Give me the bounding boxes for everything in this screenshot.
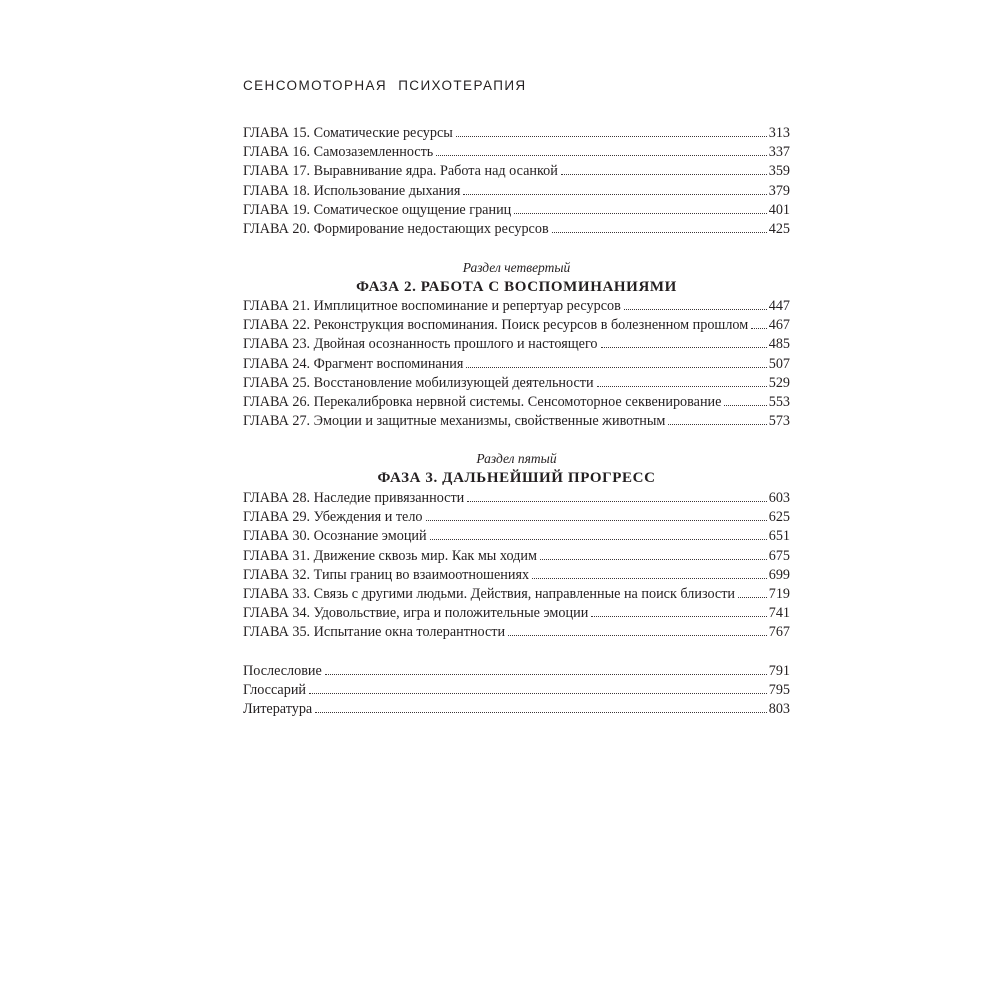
toc-entry-page-number: 401 [768, 201, 790, 218]
toc-entry [243, 681, 790, 700]
toc-block-back-matter [243, 662, 790, 720]
toc-entry [243, 585, 790, 604]
dot-leader [456, 136, 767, 137]
toc-entry-page-number: 467 [768, 317, 790, 334]
toc-entry-title: ГЛАВА 15. Соматические ресурсы [243, 125, 453, 141]
dot-leader [738, 597, 767, 598]
dot-leader [309, 693, 767, 694]
toc-entry [243, 201, 790, 220]
toc-entry-title: ГЛАВА 30. Осознание эмоций [243, 528, 427, 545]
toc-entry [243, 527, 790, 546]
dot-leader [514, 213, 766, 214]
dot-leader [325, 674, 767, 675]
toc-entry-page-number: 425 [768, 220, 790, 237]
toc-entry-title: ГЛАВА 32. Типы границ во взаимоотношениях [243, 566, 530, 583]
toc-entry-page-number: 791 [768, 663, 790, 679]
toc-entry-title: ГЛАВА 35. Испытание окна толерантности [243, 624, 506, 641]
dot-leader [751, 328, 766, 329]
toc-block-part5 [243, 489, 790, 643]
dot-leader [463, 194, 766, 195]
toc-entry-page-number: 553 [768, 393, 790, 410]
toc-entry-page-number: 767 [768, 624, 790, 641]
toc-entry-page-number: 313 [768, 125, 790, 141]
dot-leader [466, 367, 766, 368]
section-heading-5 [243, 450, 790, 488]
toc-entry-page-number: 379 [768, 182, 790, 199]
toc-entry-title: Глоссарий [243, 682, 307, 699]
toc-entry [243, 355, 790, 374]
toc-entry-page-number: 507 [768, 355, 790, 372]
toc-entry [243, 374, 790, 393]
toc-entry-page-number: 447 [768, 298, 790, 314]
toc-entry-title: ГЛАВА 21. Имплицитное воспоминание и репертуар ресурсов [243, 298, 621, 314]
dot-leader [436, 155, 766, 156]
toc-entry [243, 124, 790, 143]
toc-entry-title: ГЛАВА 29. Убеждения и тело [243, 509, 423, 526]
toc-entry [243, 220, 790, 239]
dot-leader [430, 539, 767, 540]
toc-entry-title: ГЛАВА 33. Связь с другими людьми. Действия, направленные на поиск близости [243, 585, 736, 602]
toc-entry-page-number: 651 [768, 528, 790, 545]
toc-entry [243, 489, 790, 508]
toc-entry [243, 393, 790, 412]
toc-entry-title: ГЛАВА 25. Восстановление мобилизующей деятельности [243, 374, 594, 391]
section-title: ФАЗА 2. РАБОТА С ВОСПОМИНАНИЯМИ [356, 279, 677, 295]
section-label: Раздел четвертый [462, 260, 571, 275]
dot-leader [552, 232, 767, 233]
toc-entry-page-number: 359 [768, 163, 790, 180]
toc-block-part3 [243, 124, 790, 239]
toc-entry-page-number: 603 [768, 490, 790, 506]
toc-entry [243, 143, 790, 162]
toc-entry [243, 182, 790, 201]
dot-leader [508, 635, 767, 636]
toc-entry-page-number: 529 [768, 374, 790, 391]
toc-entry [243, 662, 790, 681]
toc-entry [243, 297, 790, 316]
toc-entry-page-number: 573 [768, 413, 790, 430]
toc-entry-page-number: 485 [768, 336, 790, 353]
dot-leader [591, 616, 766, 617]
toc-entry-page-number: 795 [768, 682, 790, 699]
toc-entry-title: ГЛАВА 27. Эмоции и защитные механизмы, свойственные животным [243, 413, 666, 430]
toc-entry [243, 547, 790, 566]
toc-entry-title: Литература [243, 701, 313, 718]
toc-entry-title: ГЛАВА 19. Соматическое ощущение границ [243, 201, 512, 218]
toc-entry [243, 623, 790, 642]
toc-entry-title: ГЛАВА 17. Выравнивание ядра. Работа над осанкой [243, 163, 558, 180]
toc-entry-title: ГЛАВА 16. Самозаземленность [243, 144, 434, 161]
toc-entry [243, 700, 790, 719]
dot-leader [561, 174, 767, 175]
running-head: СЕНСОМОТОРНАЯ ПСИХОТЕРАПИЯ [243, 78, 527, 93]
toc-entry [243, 162, 790, 181]
dot-leader [601, 347, 767, 348]
dot-leader [724, 405, 766, 406]
dot-leader [668, 424, 766, 425]
toc-entry-page-number: 337 [768, 144, 790, 161]
toc-entry-title: ГЛАВА 20. Формирование недостающих ресурсов [243, 220, 549, 237]
toc-entry-page-number: 803 [768, 701, 790, 718]
toc-entry [243, 316, 790, 335]
toc-entry-title: Послесловие [243, 663, 322, 679]
toc-entry-title: ГЛАВА 28. Наследие привязанности [243, 490, 465, 506]
toc-entry-page-number: 719 [768, 585, 790, 602]
toc-block-part4 [243, 297, 790, 431]
dot-leader [597, 386, 767, 387]
toc-entry [243, 604, 790, 623]
toc-entry-page-number: 625 [768, 509, 790, 526]
section-title: ФАЗА 3. ДАЛЬНЕЙШИЙ ПРОГРЕСС [377, 470, 656, 486]
section-heading-4 [243, 259, 790, 297]
dot-leader [315, 712, 766, 713]
toc-entry-page-number: 741 [768, 605, 790, 622]
toc-entry-title: ГЛАВА 26. Перекалибровка нервной системы. Сенсомоторное секвенирование [243, 393, 722, 410]
toc-entry-page-number: 699 [768, 566, 790, 583]
toc-entry [243, 508, 790, 527]
dot-leader [426, 520, 767, 521]
dot-leader [540, 559, 767, 560]
dot-leader [467, 501, 766, 502]
toc-entry-page-number: 675 [768, 547, 790, 564]
toc-entry-title: ГЛАВА 22. Реконструкция воспоминания. Поиск ресурсов в болезненном прошлом [243, 317, 749, 334]
toc-entry [243, 335, 790, 354]
toc-entry [243, 412, 790, 431]
toc-entry-title: ГЛАВА 23. Двойная осознанность прошлого и настоящего [243, 336, 598, 353]
toc-entry [243, 566, 790, 585]
toc-entry-title: ГЛАВА 18. Использование дыхания [243, 182, 461, 199]
toc-entry-title: ГЛАВА 31. Движение сквозь мир. Как мы ходим [243, 547, 537, 564]
toc-entry-title: ГЛАВА 34. Удовольствие, игра и положительные эмоции [243, 605, 589, 622]
section-label: Раздел пятый [476, 451, 557, 466]
dot-leader [532, 578, 767, 579]
dot-leader [624, 309, 767, 310]
toc-entry-title: ГЛАВА 24. Фрагмент воспоминания [243, 355, 464, 372]
